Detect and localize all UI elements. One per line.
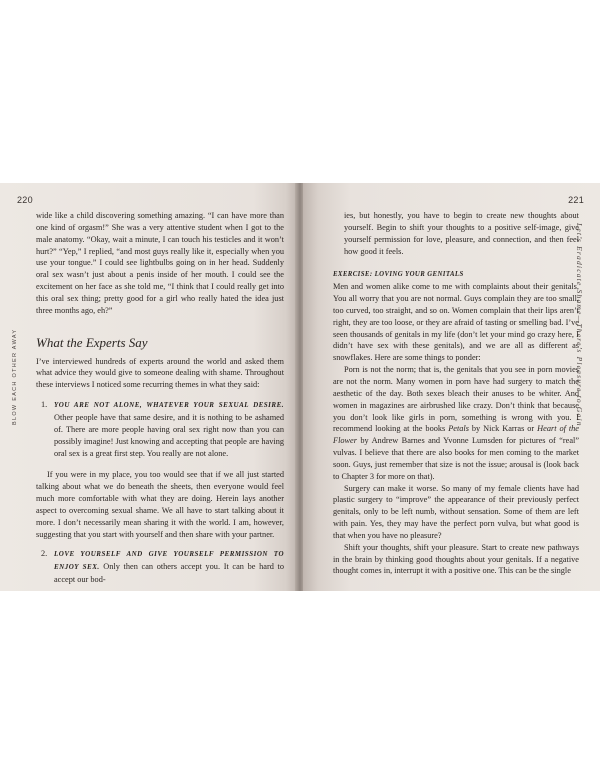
page-number-right: 221 xyxy=(568,195,584,205)
list-item-1 xyxy=(36,399,284,459)
list-item-1-heading: YOU ARE NOT ALONE, WHATEVER YOUR SEXUAL DESIRE. xyxy=(54,401,284,410)
right-paragraph-3-part-c: by Andrew Barnes and Yvonne Lumsden for pictures of “real” vulvas. I believe that there are also books for men coming to the market soon. Guys, just remember that size is not the issue; arousal is (look back to Chapter 3 for more on that). xyxy=(333,436,579,481)
right-paragraph-1: ies, but honestly, you have to begin to create new thoughts about yourself. Begin to shift your thoughts to a positive self-image, give yourself permission for love, pleasure, and connection, and then feel how good it feels. xyxy=(344,211,579,256)
list-item-2-heading: LOVE YOURSELF AND GIVE YOURSELF PERMISSION TO ENJOY SEX. xyxy=(54,550,284,572)
right-paragraph-5: Shift your thoughts, shift your pleasure. Start to create new pathways in the brain by thinking good thoughts about your genitals. If a negative thought comes in, interrupt it with a positive one. This can be the single xyxy=(333,542,579,576)
list-item-2 xyxy=(36,548,284,586)
left-paragraph-3: If you were in my place, you too would see that if we all just started talking about what we do beneath the sheets, then everyone would feel much more comfortable with what they are doing. Herein lays another aspect to overcoming sexual shame. We all have to start talking about it more. I don’t necessarily mean sharing it with the world. I am, however, suggesting that you start with yourself and then share with your partner. xyxy=(36,470,284,539)
right-paragraph-3-part-a: Porn is not the norm; that is, the genitals that you see in porn movies are not the norm. Many women in porn have had surgery to match the aesthetic of the day. Both sexes bleach their anuses to be whiter. And women in magazines are airbrushed like crazy. Don’t think that because you don’t look like girls in porn, something is wrong with you. I recommend looking at the books xyxy=(333,365,579,434)
left-paragraph-2: I’ve interviewed hundreds of experts around the world and asked them what advice they would give to someone dealing with shame. Throughout these interviews I noticed some recurring themes in what they said: xyxy=(36,356,284,390)
book-title-heart-of-the-flower: Heart of the Flower xyxy=(333,424,579,446)
list-number-2: 2. xyxy=(41,549,48,559)
right-paragraph-2: Men and women alike come to me with complaints about their genitals. You all worry that you are not normal. Guys complain they are too small, too curved, too straight, and so on. Women complain that their lips aren’t right, they are too loose, or they are afraid of tasting or smelling bad. I’ve seen thousands of genitals in my life (don’t let your mind go crazy here, I didn’t have sex with these genitals), and we are all as different as snowflakes. Here are some things to ponder: xyxy=(333,282,579,363)
exercise-heading: EXERCISE: LOVING YOUR GENITALS xyxy=(333,271,464,279)
list-number-1: 1. xyxy=(41,400,48,410)
list-item-1-text: Other people have that same desire, and it is nothing to be ashamed of. There are more people having oral sex right now than you can possibly imagine! Just knowing and accepting that people are having oral sex is a great first step. You really are not alone. xyxy=(54,412,284,458)
book-spread xyxy=(0,183,600,591)
list-item-2-text: Only then can others accept you. It can be hard to accept our bod- xyxy=(54,562,284,585)
right-paragraph-3 xyxy=(333,364,579,482)
right-page-text xyxy=(333,210,579,577)
book-title-petals: Petals xyxy=(448,424,469,434)
right-paragraph-4: Surgery can make it worse. So many of my female clients have had plastic surgery to “improve” the appearance of their previously perfect genitals, only to be left numb, without sensation. Some of them are left with pain. Yes, they may have the perfect porn vulva, but what good is that when you have no pleasure? xyxy=(333,483,579,540)
running-head-right: Let’s Eradicate Shame—There’s Pleasure to Gain xyxy=(575,223,584,427)
page-number-left: 220 xyxy=(17,195,33,205)
section-heading: What the Experts Say xyxy=(36,334,148,350)
left-page-text xyxy=(36,210,284,586)
right-paragraph-3-part-b: by Nick Karras or xyxy=(468,424,538,434)
running-head-left: BLOW EACH OTHER AWAY xyxy=(12,328,18,425)
left-paragraph-1: wide like a child discovering something amazing. “I can have more than one kind of orgasm!” She was a very attentive student when I got to the male anatomy. “Okay, wait a minute, I can touch his testicles and it won’t hurt?” “Yep,” I replied, “and most guys really like it, especially when you use your tongue.” I could see lightbulbs going on in her head. Suddenly oral sex wasn’t just about a penis inside of her mouth. I could see the excitement on her face as she told me, “I think that I could really get into this oral sex thing; pretty good for a girl who really hated the idea just three months ago, eh?” xyxy=(36,211,284,315)
left-page xyxy=(0,183,298,591)
right-page xyxy=(303,183,600,591)
